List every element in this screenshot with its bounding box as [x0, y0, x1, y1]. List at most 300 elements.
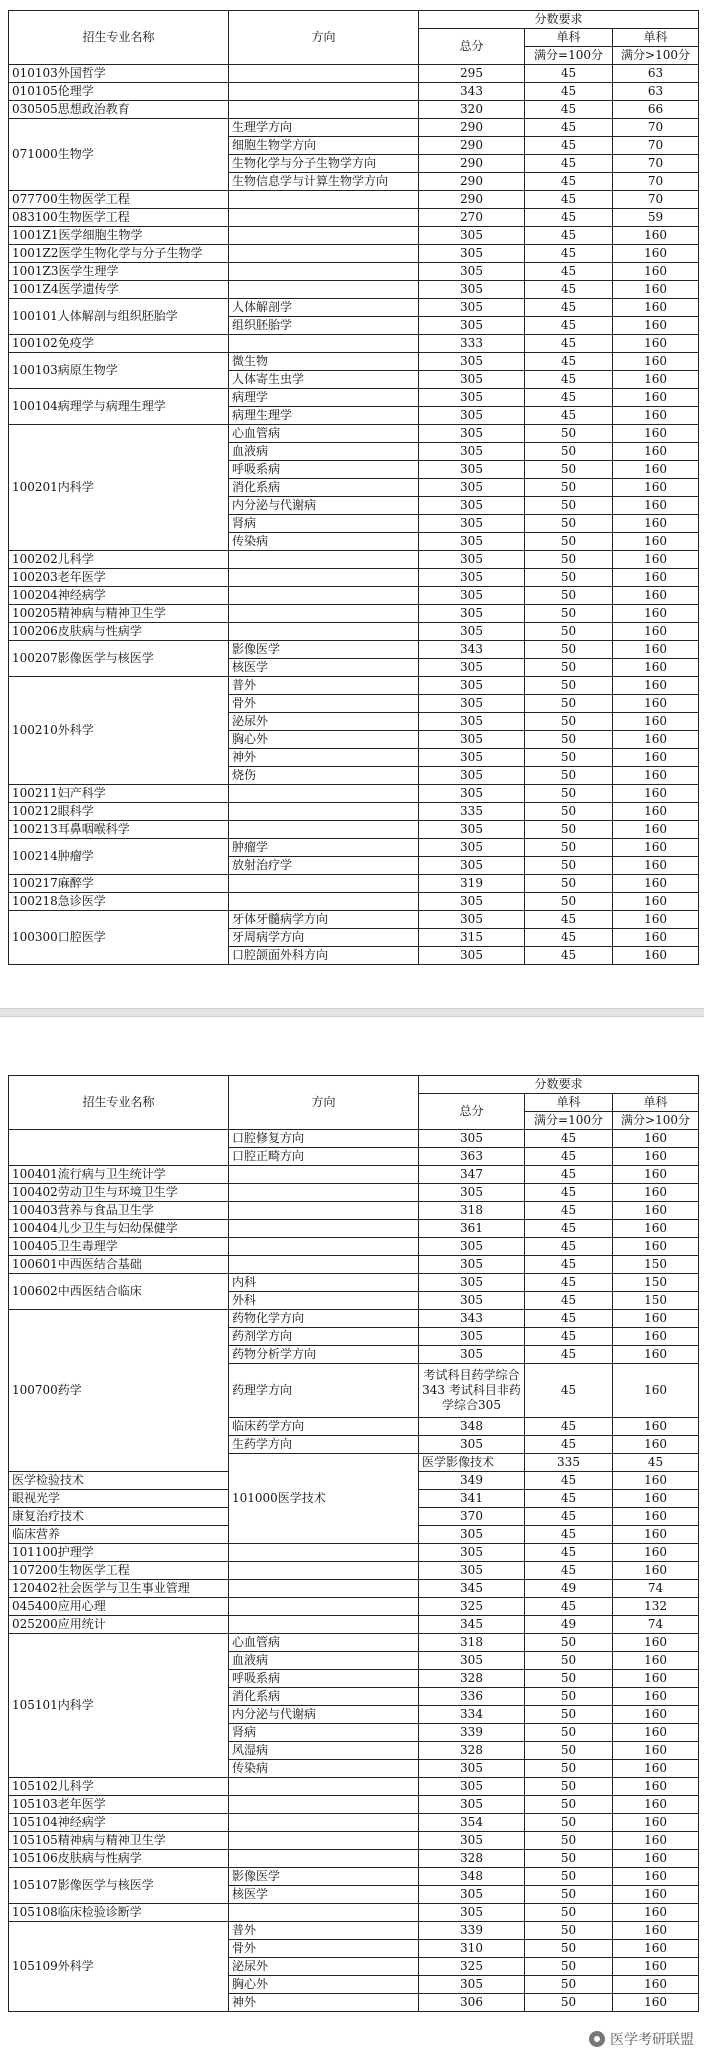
direction: [229, 1562, 419, 1580]
single-100-score: 50: [525, 1940, 613, 1958]
major-name: 030505思想政治教育: [9, 101, 229, 119]
direction: [229, 191, 419, 209]
total-score: 305: [419, 911, 525, 929]
single-over100-score: 160: [613, 1706, 699, 1724]
table-row: [9, 425, 699, 443]
total-score: 305: [419, 461, 525, 479]
major-name: 105103老年医学: [9, 1796, 229, 1814]
single-100-score: 50: [525, 857, 613, 875]
single-over100-score: 150: [613, 1292, 699, 1310]
total-score: 305: [419, 785, 525, 803]
total-score: 325: [419, 1958, 525, 1976]
direction: 内科: [229, 1274, 419, 1292]
single-over100-score: 160: [613, 1130, 699, 1148]
single-over100-score: 160: [613, 695, 699, 713]
direction: 影像医学: [229, 641, 419, 659]
total-score: 305: [419, 317, 525, 335]
direction: [229, 209, 419, 227]
total-score: 370: [419, 1508, 525, 1526]
table-row: [9, 1310, 699, 1328]
single-100-score: 49: [525, 1580, 613, 1598]
single-over100-score: 160: [613, 1238, 699, 1256]
total-score: 305: [419, 1904, 525, 1922]
table-row: [9, 1202, 699, 1220]
direction: [229, 1202, 419, 1220]
direction: 内分泌与代谢病: [229, 1706, 419, 1724]
direction: 细胞生物学方向: [229, 137, 419, 155]
total-score: 305: [419, 1256, 525, 1274]
direction: 口腔修复方向: [229, 1130, 419, 1148]
single-100-score: 50: [525, 1904, 613, 1922]
single-100-score: 50: [525, 515, 613, 533]
total-score: 333: [419, 335, 525, 353]
total-score: 305: [419, 245, 525, 263]
single-over100-score: 160: [613, 1760, 699, 1778]
single-over100-score: 160: [613, 1148, 699, 1166]
single-100-score: 50: [525, 731, 613, 749]
single-over100-score: 160: [613, 821, 699, 839]
header-single: 单科: [525, 1094, 613, 1112]
major-name: 100206皮肤病与性病学: [9, 623, 229, 641]
major-name: 101000医学技术: [229, 1454, 419, 1544]
table-row: [9, 1166, 699, 1184]
total-score: 305: [419, 443, 525, 461]
single-over100-score: 160: [613, 1652, 699, 1670]
score-table-page-1: [8, 10, 698, 965]
total-score: 290: [419, 191, 525, 209]
single-over100-score: 160: [613, 569, 699, 587]
total-score: 305: [419, 1886, 525, 1904]
direction: 血液病: [229, 1652, 419, 1670]
header-major: 招生专业名称: [9, 1076, 229, 1130]
direction: 肿瘤学: [229, 839, 419, 857]
single-over100-score: 160: [613, 515, 699, 533]
header-direction: 方向: [229, 1076, 419, 1130]
total-score: 305: [419, 1184, 525, 1202]
major-name: 105108临床检验诊断学: [9, 1904, 229, 1922]
single-100-score: 50: [525, 1724, 613, 1742]
total-score: 363: [419, 1148, 525, 1166]
single-100-score: 50: [525, 1634, 613, 1652]
table-row: [9, 65, 699, 83]
direction: 临床药学方向: [229, 1418, 419, 1436]
total-score: 305: [419, 425, 525, 443]
total-score: 341: [419, 1490, 525, 1508]
single-over100-score: 160: [613, 587, 699, 605]
single-100-score: 50: [525, 785, 613, 803]
header-total: 总分: [419, 1094, 525, 1130]
major-name: 100104病理学与病理生理学: [9, 389, 229, 425]
single-over100-score: 150: [613, 1256, 699, 1274]
major-name: 100404儿少卫生与妇幼保健学: [9, 1220, 229, 1238]
table-row: [9, 1256, 699, 1274]
direction: 传染病: [229, 533, 419, 551]
single-100-score: 50: [525, 1742, 613, 1760]
single-over100-score: 160: [613, 1202, 699, 1220]
total-score: 305: [419, 1328, 525, 1346]
direction: 呼吸系病: [229, 461, 419, 479]
total-score: 305: [419, 281, 525, 299]
direction: 骨外: [229, 1940, 419, 1958]
single-100-score: 45: [525, 227, 613, 245]
single-100-score: 45: [525, 947, 613, 965]
total-score: 305: [419, 407, 525, 425]
single-over100-score: 160: [613, 263, 699, 281]
total-score: 290: [419, 155, 525, 173]
table-row: [9, 893, 699, 911]
table-row: [9, 335, 699, 353]
table-row: [9, 785, 699, 803]
single-over100-score: 160: [613, 1778, 699, 1796]
direction: 核医学: [229, 1886, 419, 1904]
total-score: 考试科目药学综合343 考试科目非药学综合305: [419, 1364, 525, 1418]
table-row: [9, 1544, 699, 1562]
total-score: 345: [419, 1616, 525, 1634]
table-row: [9, 353, 699, 371]
single-over100-score: 160: [613, 785, 699, 803]
direction: 临床营养: [9, 1526, 229, 1544]
major-name: 025200应用统计: [9, 1616, 229, 1634]
direction: [229, 1184, 419, 1202]
table-row: [9, 1184, 699, 1202]
major-name: 100300口腔医学: [9, 911, 229, 965]
total-score: 339: [419, 1724, 525, 1742]
total-score: 305: [419, 1292, 525, 1310]
single-100-score: 50: [525, 659, 613, 677]
single-100-score: 50: [525, 1994, 613, 2012]
major-name: 1001Z1医学细胞生物学: [9, 227, 229, 245]
direction: [229, 1832, 419, 1850]
total-score: 305: [419, 1778, 525, 1796]
direction: 泌尿外: [229, 1958, 419, 1976]
single-over100-score: 63: [613, 65, 699, 83]
direction: 骨外: [229, 695, 419, 713]
single-over100-score: 160: [613, 1886, 699, 1904]
total-score: 361: [419, 1220, 525, 1238]
direction: 影像医学: [229, 1868, 419, 1886]
direction: [229, 1598, 419, 1616]
single-over100-score: 70: [613, 191, 699, 209]
page-divider: [0, 1008, 704, 1017]
major-name: 100102免疫学: [9, 335, 229, 353]
single-over100-score: 160: [613, 1328, 699, 1346]
total-score: 318: [419, 1634, 525, 1652]
single-over100-score: 160: [613, 1346, 699, 1364]
single-100-score: 45: [525, 1562, 613, 1580]
major-name: 100101人体解剖与组织胚胎学: [9, 299, 229, 335]
header-single-over100: 满分>100分: [613, 1112, 699, 1130]
single-100-score: 50: [525, 1922, 613, 1940]
total-score: 295: [419, 65, 525, 83]
single-100-score: 45: [525, 1490, 613, 1508]
table-row: [9, 1778, 699, 1796]
direction: 胸心外: [229, 731, 419, 749]
total-score: 305: [419, 839, 525, 857]
single-over100-score: 160: [613, 497, 699, 515]
total-score: 335: [525, 1454, 613, 1472]
single-100-score: 50: [525, 425, 613, 443]
single-100-score: 50: [525, 875, 613, 893]
total-score: 305: [419, 857, 525, 875]
direction: 心血管病: [229, 425, 419, 443]
direction: 外科: [229, 1292, 419, 1310]
direction: 人体寄生虫学: [229, 371, 419, 389]
header-total: 总分: [419, 29, 525, 65]
single-over100-score: 160: [613, 1922, 699, 1940]
total-score: 305: [419, 1832, 525, 1850]
major-name: 105109外科学: [9, 1922, 229, 2012]
total-score: 305: [419, 1976, 525, 1994]
single-over100-score: 160: [613, 659, 699, 677]
score-table: [8, 10, 699, 965]
single-100-score: 45: [525, 911, 613, 929]
total-score: 339: [419, 1922, 525, 1940]
single-over100-score: 160: [613, 929, 699, 947]
single-over100-score: 160: [613, 641, 699, 659]
single-over100-score: 160: [613, 1310, 699, 1328]
major-name: 105104神经病学: [9, 1814, 229, 1832]
single-100-score: 50: [525, 605, 613, 623]
table-row: [9, 1868, 699, 1886]
major-name: 100214肿瘤学: [9, 839, 229, 875]
direction: 药剂学方向: [229, 1328, 419, 1346]
direction: 药物化学方向: [229, 1310, 419, 1328]
total-score: 305: [419, 515, 525, 533]
single-over100-score: 160: [613, 281, 699, 299]
single-100-score: 50: [525, 1958, 613, 1976]
total-score: 305: [419, 371, 525, 389]
major-name: 107200生物医学工程: [9, 1562, 229, 1580]
single-over100-score: 160: [613, 1418, 699, 1436]
direction: [229, 803, 419, 821]
major-name: 105107影像医学与核医学: [9, 1868, 229, 1904]
single-100-score: 50: [525, 749, 613, 767]
single-100-score: 50: [525, 461, 613, 479]
total-score: 305: [419, 659, 525, 677]
total-score: 305: [419, 1796, 525, 1814]
total-score: 310: [419, 1940, 525, 1958]
single-100-score: 45: [525, 263, 613, 281]
total-score: 349: [419, 1472, 525, 1490]
total-score: 305: [419, 569, 525, 587]
table-row: [9, 1634, 699, 1652]
header-single: 单科: [613, 1094, 699, 1112]
single-100-score: 45: [525, 1436, 613, 1454]
direction: [229, 1904, 419, 1922]
total-score: 305: [419, 1436, 525, 1454]
single-100-score: 45: [525, 1364, 613, 1418]
total-score: 305: [419, 1346, 525, 1364]
single-100-score: 50: [525, 803, 613, 821]
total-score: 328: [419, 1850, 525, 1868]
direction: [229, 335, 419, 353]
direction: 肾病: [229, 1724, 419, 1742]
single-100-score: 45: [525, 1202, 613, 1220]
single-over100-score: 160: [613, 713, 699, 731]
single-over100-score: 70: [613, 137, 699, 155]
single-100-score: 45: [525, 1310, 613, 1328]
single-over100-score: 160: [613, 1796, 699, 1814]
table-body: [9, 65, 699, 965]
major-name: 100207影像医学与核医学: [9, 641, 229, 677]
table-row: [9, 1274, 699, 1292]
table-row: [9, 1616, 699, 1634]
major-name: 100203老年医学: [9, 569, 229, 587]
total-score: 305: [419, 227, 525, 245]
major-name: 100204神经病学: [9, 587, 229, 605]
direction: 牙体牙髓病学方向: [229, 911, 419, 929]
major-name: 100210外科学: [9, 677, 229, 785]
table-row: [9, 281, 699, 299]
single-100-score: 45: [525, 1220, 613, 1238]
single-100-score: 45: [525, 1166, 613, 1184]
total-score: 305: [419, 299, 525, 317]
major-name: 010105伦理学: [9, 83, 229, 101]
single-100-score: 50: [525, 497, 613, 515]
table-row: [9, 875, 699, 893]
total-score: 306: [419, 1994, 525, 2012]
major-name: 100201内科学: [9, 425, 229, 551]
single-100-score: 50: [525, 839, 613, 857]
direction: [229, 1778, 419, 1796]
total-score: 305: [419, 767, 525, 785]
direction: 生理学方向: [229, 119, 419, 137]
header-direction: 方向: [229, 11, 419, 65]
total-score: 305: [419, 821, 525, 839]
table-row: [9, 587, 699, 605]
major-name: [9, 1130, 229, 1166]
major-name: 1001Z3医学生理学: [9, 263, 229, 281]
major-name: 100213耳鼻咽喉科学: [9, 821, 229, 839]
total-score: 319: [419, 875, 525, 893]
total-score: 343: [419, 83, 525, 101]
single-over100-score: 160: [613, 299, 699, 317]
single-over100-score: 160: [613, 1634, 699, 1652]
direction: [229, 245, 419, 263]
total-score: 305: [419, 749, 525, 767]
single-100-score: 45: [525, 191, 613, 209]
single-100-score: 45: [525, 1148, 613, 1166]
single-over100-score: 160: [613, 1544, 699, 1562]
single-100-score: 50: [525, 1832, 613, 1850]
single-100-score: 45: [525, 335, 613, 353]
single-over100-score: 160: [613, 1742, 699, 1760]
single-100-score: 45: [525, 1256, 613, 1274]
direction: [229, 1850, 419, 1868]
major-name: 1001Z4医学遗传学: [9, 281, 229, 299]
single-100-score: 45: [525, 1418, 613, 1436]
single-over100-score: 74: [613, 1616, 699, 1634]
single-over100-score: 160: [613, 1940, 699, 1958]
single-100-score: 49: [525, 1616, 613, 1634]
single-100-score: 50: [525, 1976, 613, 1994]
major-name: 105106皮肤病与性病学: [9, 1850, 229, 1868]
table-row: [9, 209, 699, 227]
single-over100-score: 160: [613, 1364, 699, 1418]
total-score: 305: [419, 1274, 525, 1292]
total-score: 305: [419, 497, 525, 515]
direction: 康复治疗技术: [9, 1508, 229, 1526]
single-100-score: 45: [525, 281, 613, 299]
single-over100-score: 160: [613, 623, 699, 641]
total-score: 305: [419, 731, 525, 749]
direction: 神外: [229, 1994, 419, 2012]
total-score: 348: [419, 1868, 525, 1886]
single-over100-score: 160: [613, 767, 699, 785]
total-score: 325: [419, 1598, 525, 1616]
major-name: 100403营养与食品卫生学: [9, 1202, 229, 1220]
single-100-score: 50: [525, 1796, 613, 1814]
direction: [229, 1580, 419, 1598]
direction: 病理学: [229, 389, 419, 407]
total-score: 290: [419, 119, 525, 137]
watermark-text: 医学考研联盟: [610, 2032, 694, 2048]
single-over100-score: 63: [613, 83, 699, 101]
direction: [229, 1544, 419, 1562]
single-100-score: 45: [525, 1274, 613, 1292]
table-row: [9, 1922, 699, 1940]
single-over100-score: 150: [613, 1274, 699, 1292]
direction: [229, 785, 419, 803]
total-score: 290: [419, 137, 525, 155]
single-100-score: 50: [525, 1868, 613, 1886]
wechat-icon: [589, 2031, 605, 2047]
direction: 内分泌与代谢病: [229, 497, 419, 515]
major-name: 100218急诊医学: [9, 893, 229, 911]
total-score: 305: [419, 389, 525, 407]
total-score: 328: [419, 1742, 525, 1760]
total-score: 305: [419, 947, 525, 965]
single-100-score: 50: [525, 587, 613, 605]
major-name: 045400应用心理: [9, 1598, 229, 1616]
table-row: [9, 605, 699, 623]
total-score: 315: [419, 929, 525, 947]
table-row: [9, 1130, 699, 1148]
single-over100-score: 160: [613, 731, 699, 749]
single-over100-score: 160: [613, 1436, 699, 1454]
single-100-score: 45: [525, 137, 613, 155]
direction: 消化系病: [229, 479, 419, 497]
major-name: 077700生物医学工程: [9, 191, 229, 209]
single-100-score: 50: [525, 893, 613, 911]
single-100-score: 45: [525, 245, 613, 263]
single-over100-score: 160: [613, 425, 699, 443]
total-score: 354: [419, 1814, 525, 1832]
major-name: 100202儿科学: [9, 551, 229, 569]
single-100-score: 45: [525, 371, 613, 389]
single-100-score: 50: [525, 641, 613, 659]
direction: 风湿病: [229, 1742, 419, 1760]
table-row: [9, 1598, 699, 1616]
direction: 医学影像技术: [419, 1454, 525, 1472]
direction: [229, 569, 419, 587]
single-100-score: 50: [525, 713, 613, 731]
direction: [229, 1616, 419, 1634]
single-100-score: 45: [525, 173, 613, 191]
total-score: 320: [419, 101, 525, 119]
single-100-score: 45: [525, 119, 613, 137]
single-100-score: 50: [525, 821, 613, 839]
header-single: 单科: [613, 29, 699, 47]
single-100-score: 45: [525, 1292, 613, 1310]
score-table-page-2: [8, 1075, 698, 2012]
direction: 口腔正畸方向: [229, 1148, 419, 1166]
table-row: [9, 1238, 699, 1256]
table-row: [9, 101, 699, 119]
header-single-100: 满分=100分: [525, 47, 613, 65]
single-100-score: 45: [525, 1526, 613, 1544]
single-100-score: 50: [525, 1652, 613, 1670]
